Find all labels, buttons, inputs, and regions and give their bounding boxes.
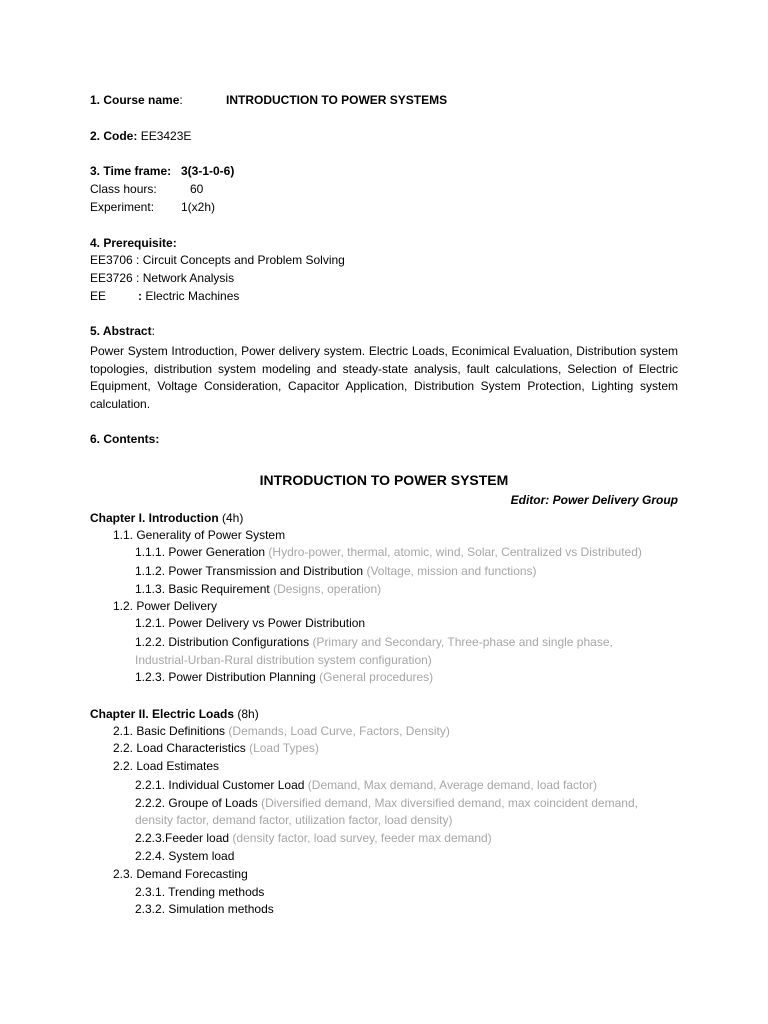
subsection-note: (density factor, load survey, feeder max demand) [232,831,492,845]
chapter-title: Chapter I. Introduction [90,511,219,525]
prerequisite-label: 4. Prerequisite: [90,236,177,250]
prerequisite-code: EE [90,289,107,303]
chapter-hours: (8h) [237,707,259,721]
subsection-note: (Primary and Secondary, Three-phase and single phase, [312,635,613,649]
chapter-hours: (4h) [222,511,244,525]
abstract-label: 5. Abstract [90,324,152,338]
subsection-1-2-2 [135,635,613,650]
time-frame-value: 3(3-1-0-6) [181,164,235,178]
section-text: 2.2. Load Characteristics [113,741,246,755]
subsection-note-continued: density factor, demand factor, utilization factor, load density) [135,813,453,827]
subsection-2-2-1 [135,778,597,793]
subsection-text: 1.1.3. Basic Requirement [135,582,270,596]
section-note: (Load Types) [249,741,319,755]
section-text: 2.1. Basic Definitions [113,724,226,738]
chapter-title: Chapter II. Electric Loads [90,707,235,721]
subsection-2-2-4: 2.2.4. System load [135,849,235,863]
subsection-2-3-2: 2.3.2. Simulation methods [135,902,274,916]
subsection-2-2-2 [135,796,638,811]
subsection-text: 2.2.1. Individual Customer Load [135,778,305,792]
prerequisite-item [138,289,239,304]
subsection-text: 1.2.3. Power Distribution Planning [135,670,316,684]
section-note: (Demands, Load Curve, Factors, Density) [228,724,450,738]
prerequisite-sep: : [138,289,142,303]
subsection-text: 1.2.2. Distribution Configurations [135,635,310,649]
prerequisite-item [90,253,345,268]
prerequisite-code: EE3706 [90,253,133,267]
document-title: INTRODUCTION TO POWER SYSTEM [259,472,509,488]
time-frame-label: 3. Time frame: [90,164,172,178]
section-2-1 [113,724,450,739]
subsection-note: (General procedures) [319,670,434,684]
subsection-2-2-3 [135,831,492,846]
course-name-colon: : [179,93,183,107]
course-name-value: INTRODUCTION TO POWER SYSTEMS [226,93,448,107]
subsection-text: 1.1.1. Power Generation [135,545,266,559]
subsection-1-2-1: 1.2.1. Power Delivery vs Power Distribution [135,616,366,630]
abstract-colon: : [151,324,155,338]
prerequisite-name: Network Analysis [142,271,235,285]
abstract-text: Power System Introduction, Power delivery system. Electric Loads, Econimical Evaluation, Distribution system topologies, distribution system modeling and steady-state analysis, fault calculations, Selection of Electric Equipment, Voltage Consideration, Capacitor Application, Distribution System Protection, Lighting system calculation. [90,344,678,411]
course-name-row [90,93,183,108]
section-2-2-estimates: 2.2. Load Estimates [113,759,220,773]
subsection-text: 2.2.2. Groupe of Loads [135,796,258,810]
class-hours-label: Class hours: [90,182,157,196]
subsection-1-2-3 [135,670,433,685]
section-2-2-characteristics [113,741,319,756]
subsection-1-1-3 [135,582,381,597]
subsection-note: (Voltage, mission and functions) [366,564,537,578]
subsection-note: (Designs, operation) [273,582,382,596]
subsection-1-1-1 [135,545,642,560]
subsection-text: 1.1.2. Power Transmission and Distribution [135,564,364,578]
experiment-value: 1(x2h) [181,200,216,214]
code-value: EE3423E [140,129,192,143]
subsection-1-1-2 [135,564,537,579]
subsection-text: 2.2.3.Feeder load [135,831,230,845]
subsection-2-3-1: 2.3.1. Trending methods [135,885,265,899]
prerequisite-sep: : [136,271,140,285]
subsection-note-continued: Industrial-Urban-Rural distribution system configuration) [135,653,432,667]
abstract-heading [90,324,155,339]
chapter-2-heading [90,707,259,722]
subsection-note: (Hydro-power, thermal, atomic, wind, Solar, Centralized vs Distributed) [268,545,642,559]
prerequisite-code: EE3726 [90,271,133,285]
code-row [90,129,191,144]
section-2-3: 2.3. Demand Forecasting [113,867,248,881]
experiment-label: Experiment: [90,200,155,214]
class-hours-value: 60 [190,182,204,196]
editor-line: Editor: Power Delivery Group [510,493,678,507]
subsection-note: (Demand, Max demand, Average demand, load factor) [307,778,598,792]
contents-label: 6. Contents: [90,432,160,446]
prerequisite-item [90,271,234,286]
section-1-2: 1.2. Power Delivery [113,599,218,613]
chapter-1-heading [90,511,243,526]
section-1-1: 1.1. Generality of Power System [113,528,286,542]
code-label: 2. Code: [90,129,138,143]
course-name-label: 1. Course name [90,93,180,107]
prerequisite-sep: : [136,253,140,267]
subsection-note: (Diversified demand, Max diversified demand, max coincident demand, [261,796,638,810]
prerequisite-name: Electric Machines [145,289,240,303]
prerequisite-name: Circuit Concepts and Problem Solving [142,253,345,267]
